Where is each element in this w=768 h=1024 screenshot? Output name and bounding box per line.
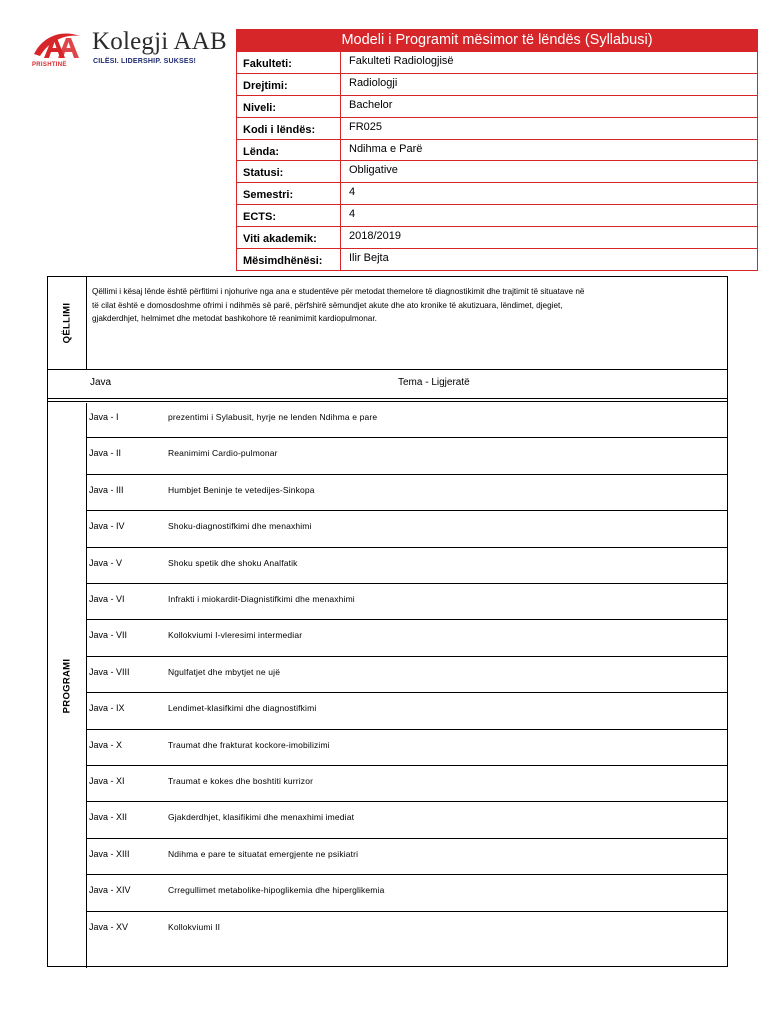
logo-city: PRISHTINË (32, 62, 67, 68)
goal-line: Qëllimi i kësaj lënde është përfitimi i njohurive nga ana e studentëve për metodat themelore të diagnostikimit dhe trajtimit të situatave në (92, 287, 585, 296)
syllabus-info-table (236, 29, 758, 271)
info-label: Niveli: (237, 96, 341, 117)
week-topic: Reanimimi Cardio-pulmonar (168, 448, 278, 459)
info-value: 4 (349, 208, 356, 221)
info-value: Obligative (349, 164, 398, 177)
week-number: Java - V (89, 557, 123, 568)
week-topic: Traumat e kokes dhe boshtiti kurrizor (168, 776, 314, 786)
info-row (237, 248, 757, 270)
column-header-week: Java (90, 377, 112, 388)
info-value: FR025 (349, 120, 383, 133)
program-week-row (87, 475, 727, 511)
week-number: Java - I (89, 412, 119, 422)
week-number: Java - IV (89, 521, 125, 532)
program-week-row (87, 438, 727, 474)
program-week-row (87, 839, 727, 875)
info-row (237, 139, 757, 161)
info-row (237, 160, 757, 182)
goal-line: të cilat është e domosdoshme ofrimi i ndihmës së parë, përfshirë sëmundjet akute dhe ato kronike të akutizuara, lëndimet, djegiet, (92, 300, 563, 310)
week-topic: Traumat dhe frakturat kockore-imobilizimi (168, 739, 330, 750)
program-week-row (87, 584, 727, 620)
info-row (237, 51, 757, 73)
program-week-row (87, 402, 727, 438)
program-week-row (87, 511, 727, 547)
week-topic: Lendimet-klasifkimi dhe diagnostifkimi (168, 703, 317, 714)
week-number: Java - XIV (89, 885, 131, 896)
goal-side-label: QËLLIMI (61, 302, 73, 344)
program-side-cell (48, 403, 87, 968)
program-week-row (87, 620, 727, 656)
info-value: Radiologji (349, 76, 398, 89)
week-topic: Shoku-diagnostifkimi dhe menaxhimi (168, 521, 312, 532)
logo-name: Kolegji AAB (92, 28, 227, 55)
info-value: 4 (349, 186, 356, 199)
info-label: Kodi i lëndës: (237, 118, 341, 139)
info-label: Semestri: (237, 183, 341, 204)
program-week-row (87, 657, 727, 693)
info-label: Lënda: (237, 140, 341, 161)
week-number: Java - VIII (89, 666, 130, 677)
goal-side-cell (48, 277, 87, 369)
college-logo (30, 28, 240, 72)
syllabus-main-table (47, 276, 728, 967)
week-topic: Gjakderdhjet, klasifikimi dhe menaxhimi imediat (168, 812, 355, 823)
info-label: Drejtimi: (237, 74, 341, 95)
week-topic: Kollokviumi I-vleresimi intermediar (168, 630, 303, 641)
week-number: Java - VI (89, 594, 125, 604)
week-number: Java - XI (89, 776, 125, 786)
info-row (237, 73, 757, 95)
info-label: Mësimdhënësi: (237, 249, 341, 270)
divider (48, 369, 727, 370)
syllabus-title: Modeli i Programit mësimor të lëndës (Syllabusi) (237, 30, 757, 51)
week-number: Java - VII (89, 630, 128, 641)
column-header-topic: Tema - Ligjeratë (398, 377, 470, 388)
program-week-row (87, 548, 727, 584)
info-value: Ndihma e Parë (349, 142, 423, 155)
goal-text (92, 285, 712, 326)
info-value: Fakulteti Radiologjisë (349, 55, 454, 67)
program-week-row (87, 766, 727, 802)
info-row (237, 182, 757, 204)
info-value: Ilir Bejta (349, 252, 389, 265)
program-side-label: PROGRAMI (61, 658, 73, 713)
divider (48, 398, 727, 399)
program-week-row (87, 912, 727, 948)
week-topic: Ndihma e pare te situatat emergjente ne psikiatri (168, 848, 359, 859)
info-label: Statusi: (237, 161, 341, 182)
info-label: Viti akademik: (237, 227, 341, 248)
info-row (237, 226, 757, 248)
week-number: Java - IX (89, 703, 125, 714)
info-row (237, 204, 757, 226)
week-topic: Crregullimet metabolike-hipoglikemia dhe hiperglikemia (168, 885, 385, 896)
info-row (237, 95, 757, 117)
week-number: Java - II (89, 448, 122, 459)
week-topic: Kollokviumi II (168, 921, 221, 932)
week-number: Java - XII (89, 812, 128, 823)
week-number: Java - X (89, 739, 123, 750)
week-topic: Humbjet Beninje te vetedijes-Sinkopa (168, 484, 315, 495)
week-topic: Shoku spetik dhe shoku Analfatik (168, 557, 298, 568)
week-topic: prezentimi i Sylabusit, hyrje ne lenden Ndihma e pare (168, 412, 378, 422)
program-week-row (87, 875, 727, 911)
program-week-row (87, 802, 727, 838)
goal-line: gjakderdhjet, helmimet dhe metodat bashkohore të reanimimit kardiopulmonar. (92, 314, 377, 323)
info-row (237, 117, 757, 139)
info-value: Bachelor (349, 98, 393, 111)
week-number: Java - XV (89, 921, 129, 932)
logo-tagline: CILËSI. LIDERSHIP. SUKSES! (93, 58, 197, 65)
info-label: ECTS: (237, 205, 341, 226)
week-topic: Ngulfatjet dhe mbytjet ne ujë (168, 666, 281, 677)
week-topic: Infrakti i miokardit-Diagnistifkimi dhe menaxhimi (168, 594, 355, 604)
program-week-row (87, 730, 727, 766)
week-number: Java - III (89, 484, 124, 495)
program-week-row (87, 693, 727, 729)
info-label: Fakulteti: (237, 52, 341, 73)
info-value: 2018/2019 (349, 230, 401, 243)
week-number: Java - XIII (89, 848, 130, 859)
